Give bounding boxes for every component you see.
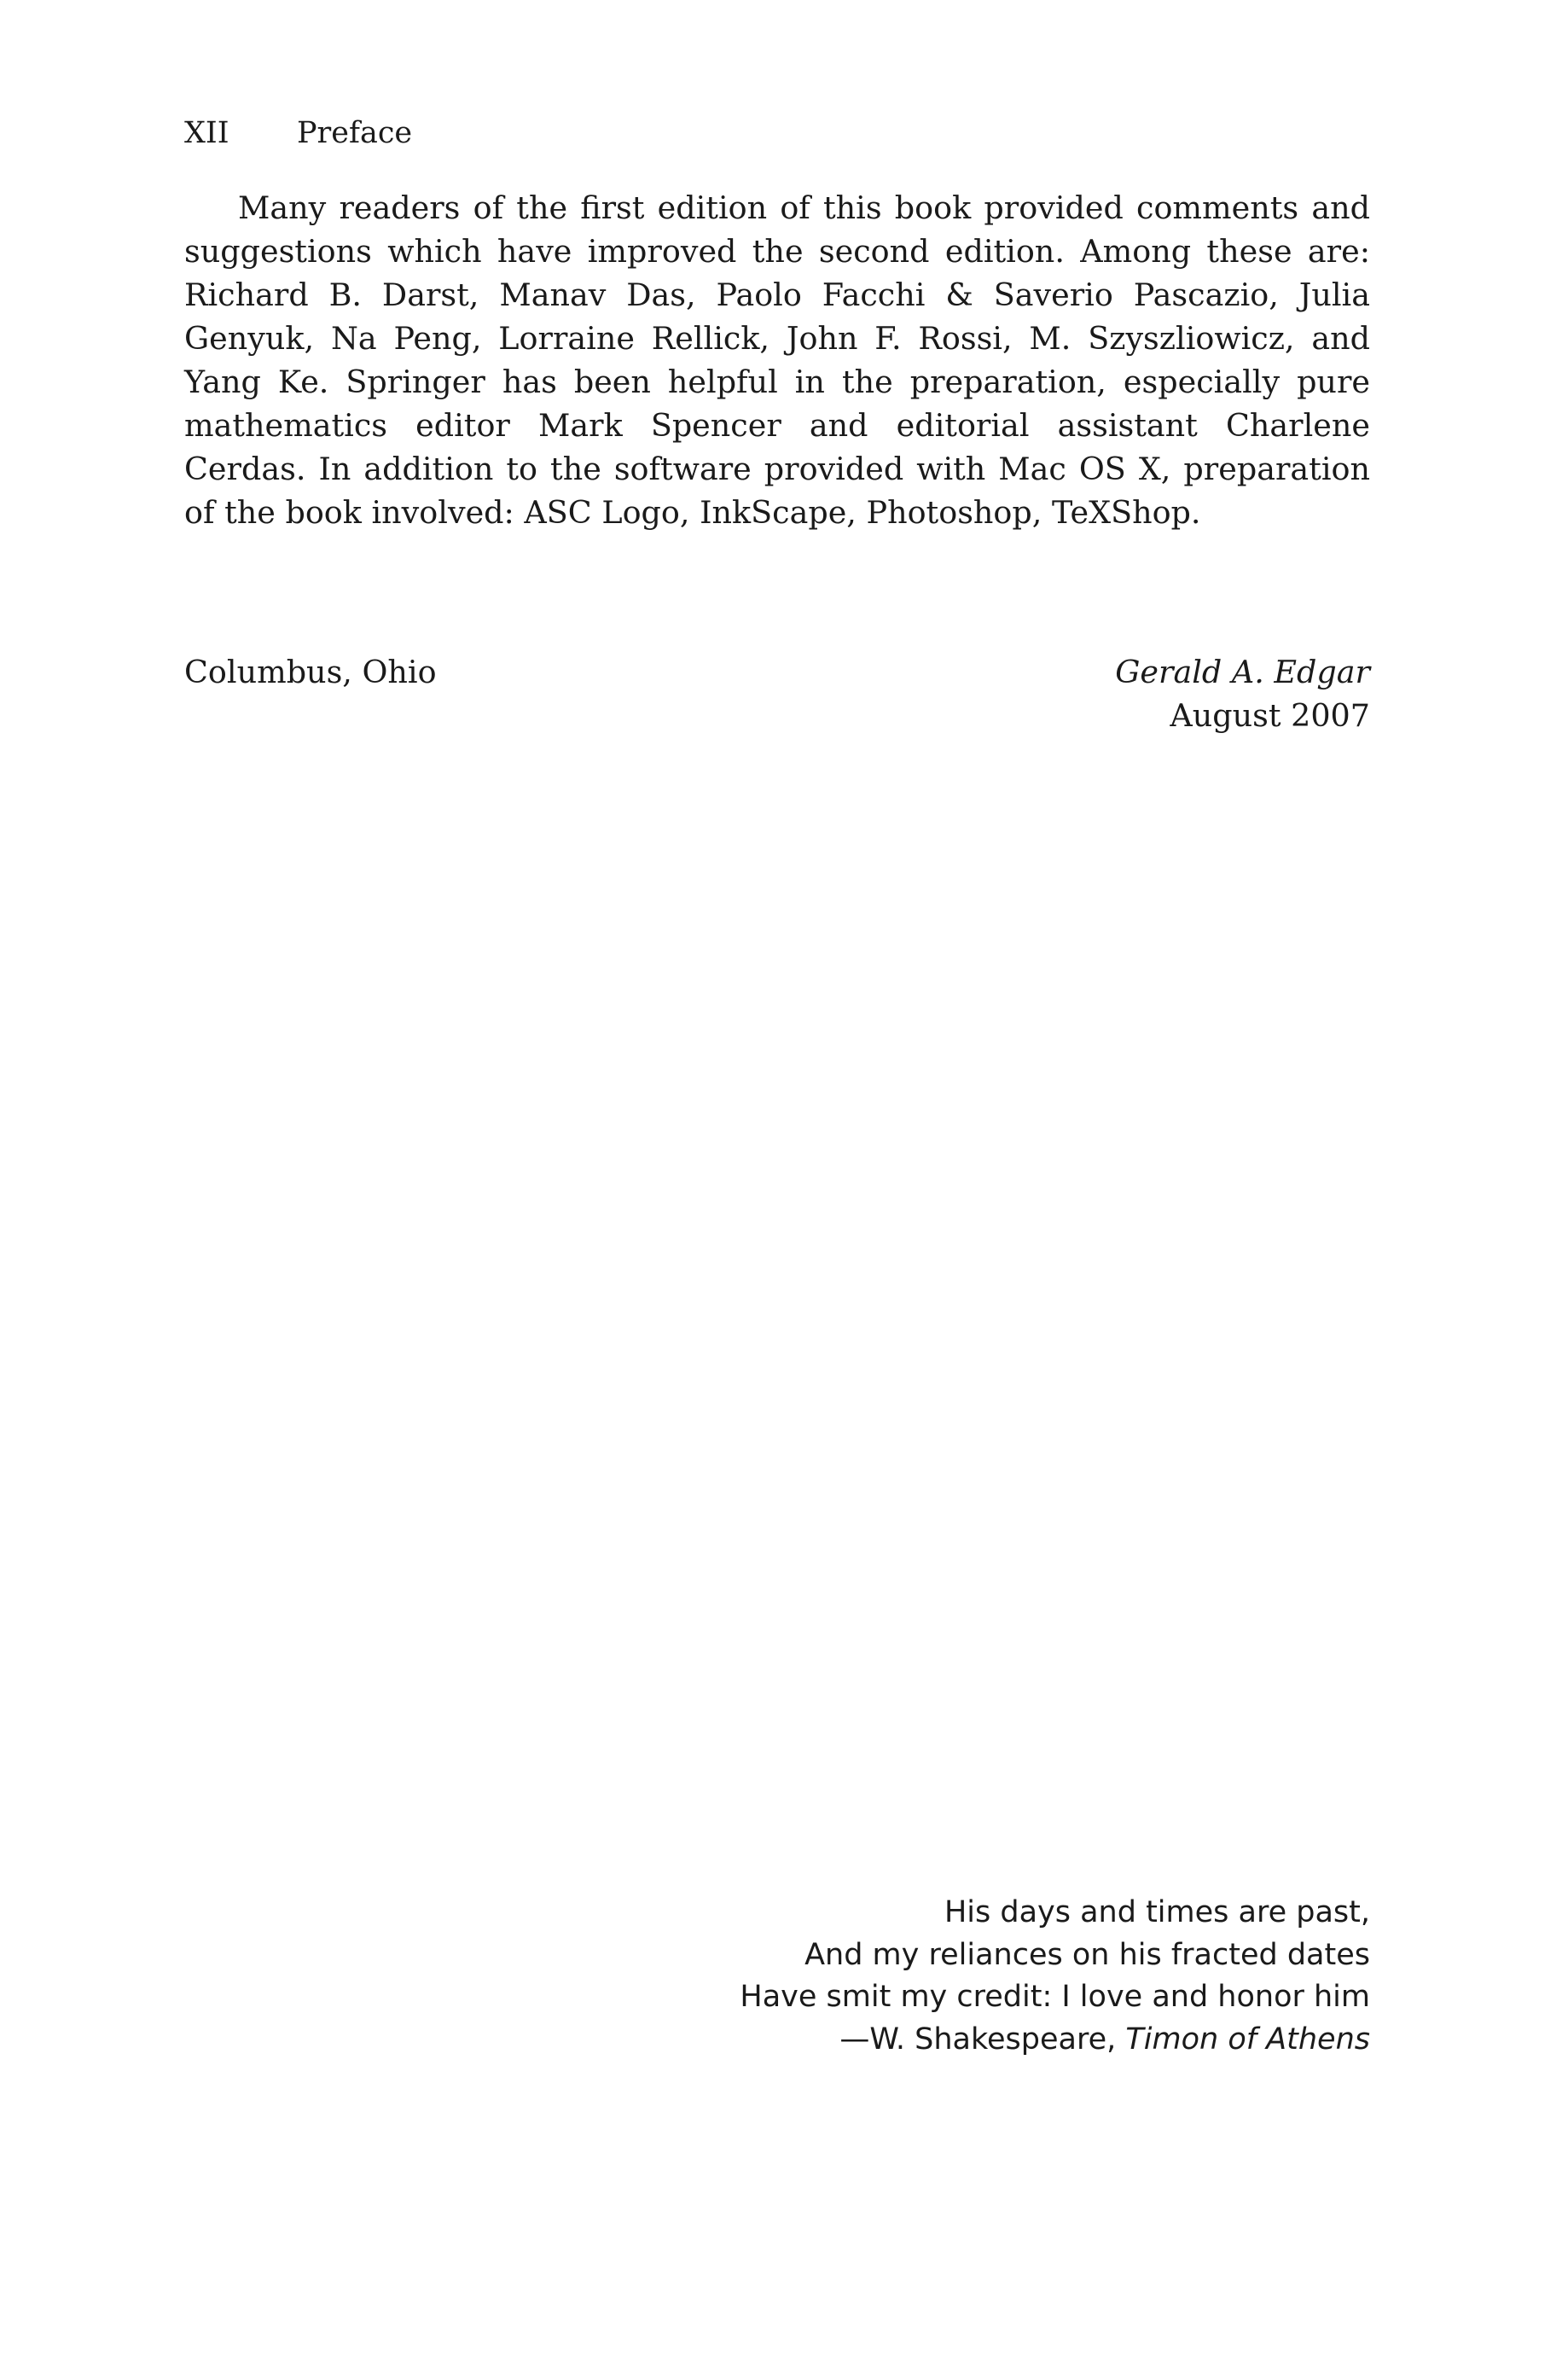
epigraph-line: Have smit my credit: I love and honor him — [740, 1980, 1370, 2014]
epigraph-line: And my reliances on his fracted dates — [804, 1937, 1370, 1972]
attribution-work-title: Timon of Athens — [1125, 2022, 1370, 2057]
signature-date: August 2007 — [1170, 697, 1370, 734]
preface-paragraph: Many readers of the first edition of this book provided comments and suggestions which have improved the second edition. Among these are: Richard B. Darst, Manav Das, Paolo Facchi & Saverio Pascazio, Julia Genyuk, Na Peng, Lorraine Rellick, John F. Rossi, M. Szyszliowicz, and Yang Ke. Springer has been helpful in the preparation, especially pure mathematics editor Mark Spencer and editorial assistant Charlene Cerdas. In addition to the software provided with Mac OS X, preparation of the book involved: ASC Logo, InkScape, Photoshop, TeXShop. — [184, 189, 1370, 531]
page-number: XII — [184, 116, 229, 150]
section-title: Preface — [297, 116, 413, 150]
signature-author-block — [1115, 650, 1370, 737]
signature-place: Columbus, Ohio — [184, 654, 437, 690]
signature-author: Gerald A. Edgar — [1115, 654, 1370, 690]
attribution-author: —W. Shakespeare, — [839, 2022, 1126, 2057]
epigraph — [740, 1892, 1370, 2061]
epigraph-attribution — [740, 2019, 1370, 2062]
epigraph-line: His days and times are past, — [944, 1895, 1370, 1929]
running-head — [184, 114, 412, 152]
